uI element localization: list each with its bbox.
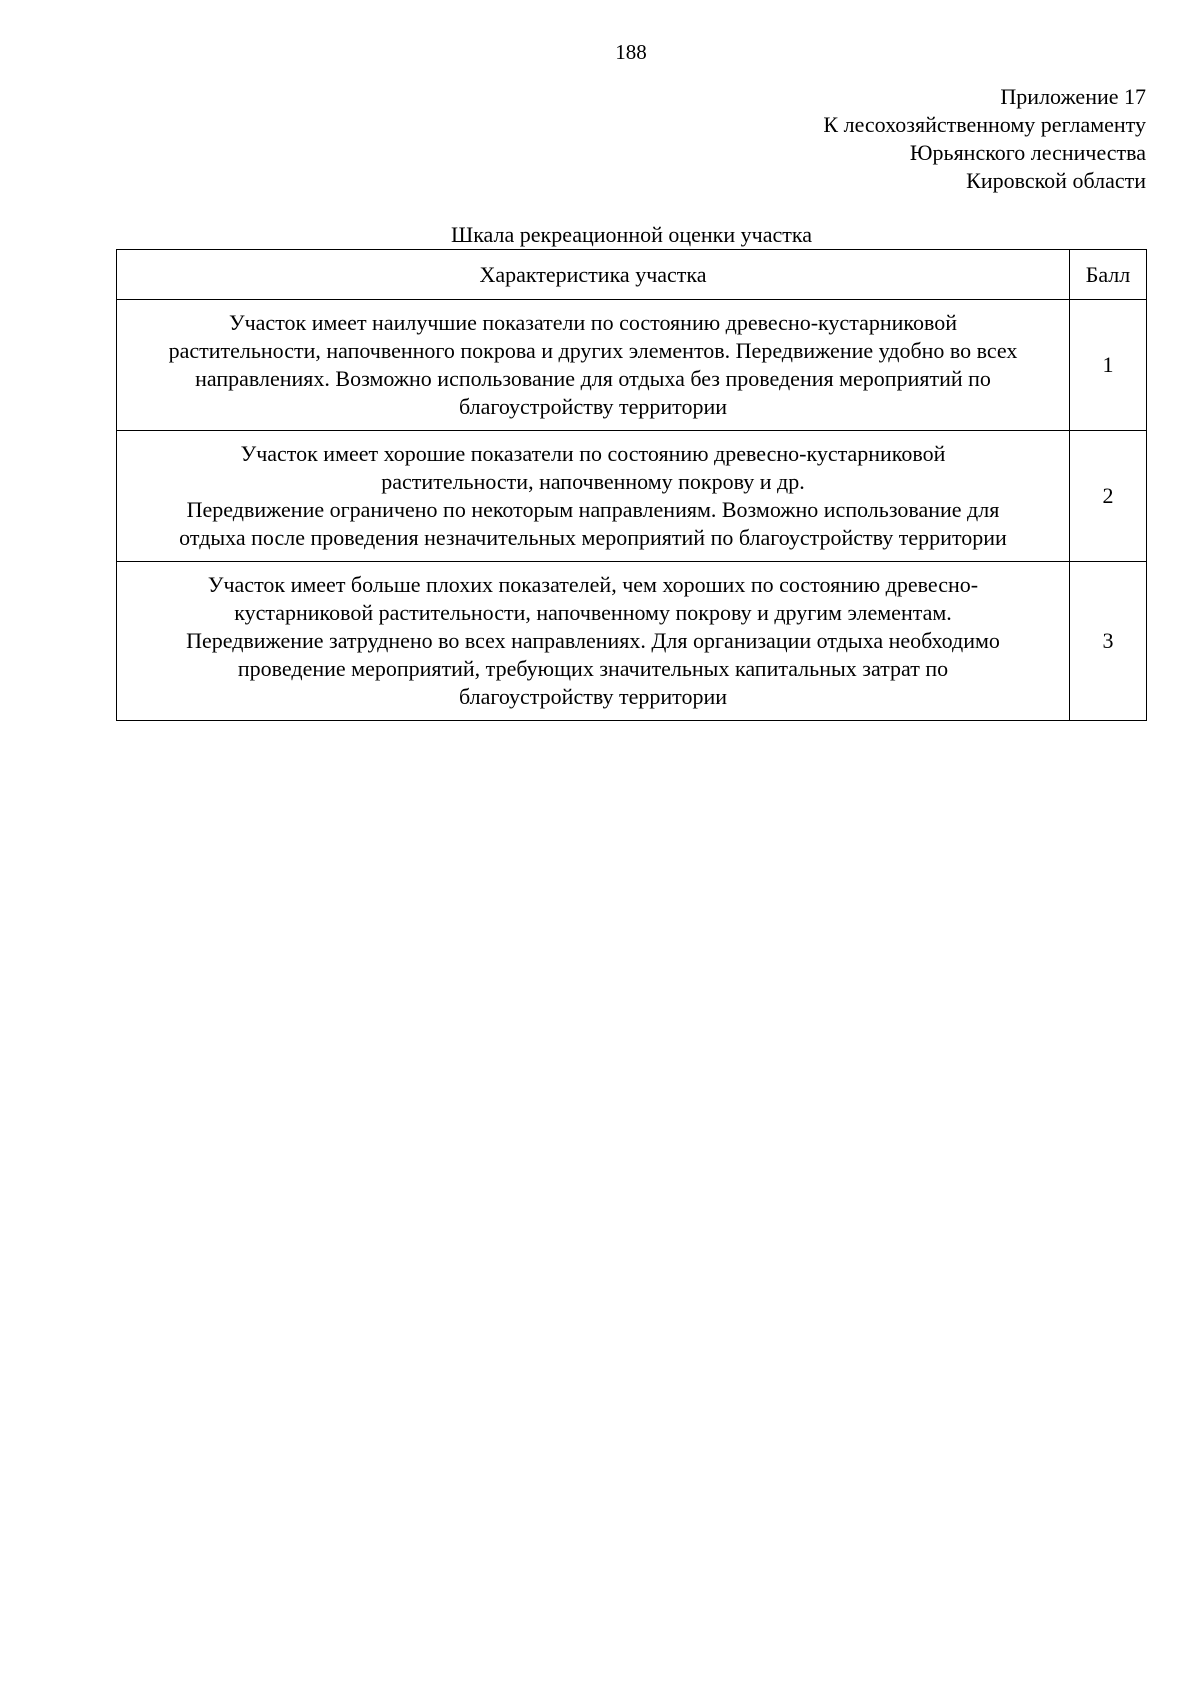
description-line: Участок имеет хорошие показатели по состоянию древесно-кустарниковой: [240, 441, 946, 466]
table-title: Шкала рекреационной оценки участка: [451, 222, 812, 247]
appendix-line: Юрьянского лесничества: [909, 140, 1146, 165]
row-score: 3: [1070, 562, 1147, 721]
row-description: [117, 431, 1070, 562]
description-line: направлениях. Возможно использование для отдыха без проведения мероприятий по: [195, 366, 991, 391]
description-line: Участок имеет больше плохих показателей, чем хороших по состоянию древесно-: [207, 572, 979, 597]
header-score: Балл: [1070, 250, 1147, 300]
description-line: благоустройству территории: [459, 684, 727, 709]
appendix-line: Кировской области: [966, 168, 1146, 193]
row-description: [117, 562, 1070, 721]
description-line: отдыха после проведения незначительных мероприятий по благоустройству территории: [179, 525, 1007, 550]
description-line: проведение мероприятий, требующих значительных капитальных затрат по: [237, 656, 949, 681]
recreation-scale-table: [116, 249, 1147, 721]
description-line: Участок имеет наилучшие показатели по состоянию древесно-кустарниковой: [229, 310, 957, 335]
header-description: Характеристика участка: [117, 250, 1070, 300]
table-row: [117, 300, 1147, 431]
appendix-header: [823, 83, 1146, 195]
appendix-line: К лесохозяйственному регламенту: [823, 112, 1146, 137]
description-line: Передвижение затруднено во всех направлениях. Для организации отдыха необходимо: [186, 628, 1000, 653]
page-number: 188: [615, 40, 647, 64]
row-score: 1: [1070, 300, 1147, 431]
table-row: [117, 562, 1147, 721]
description-line: Передвижение ограничено по некоторым направлениям. Возможно использование для: [186, 497, 1000, 522]
table-header-row: [117, 250, 1147, 300]
description-line: благоустройству территории: [459, 394, 727, 419]
description-line: растительности, напочвенному покрову и др.: [381, 469, 805, 494]
table-row: [117, 431, 1147, 562]
row-score: 2: [1070, 431, 1147, 562]
description-line: кустарниковой растительности, напочвенному покрову и другим элементам.: [234, 600, 952, 625]
description-line: растительности, напочвенного покрова и других элементов. Передвижение удобно во всех: [168, 338, 1018, 363]
appendix-line: Приложение 17: [1000, 84, 1146, 109]
row-description: [117, 300, 1070, 431]
